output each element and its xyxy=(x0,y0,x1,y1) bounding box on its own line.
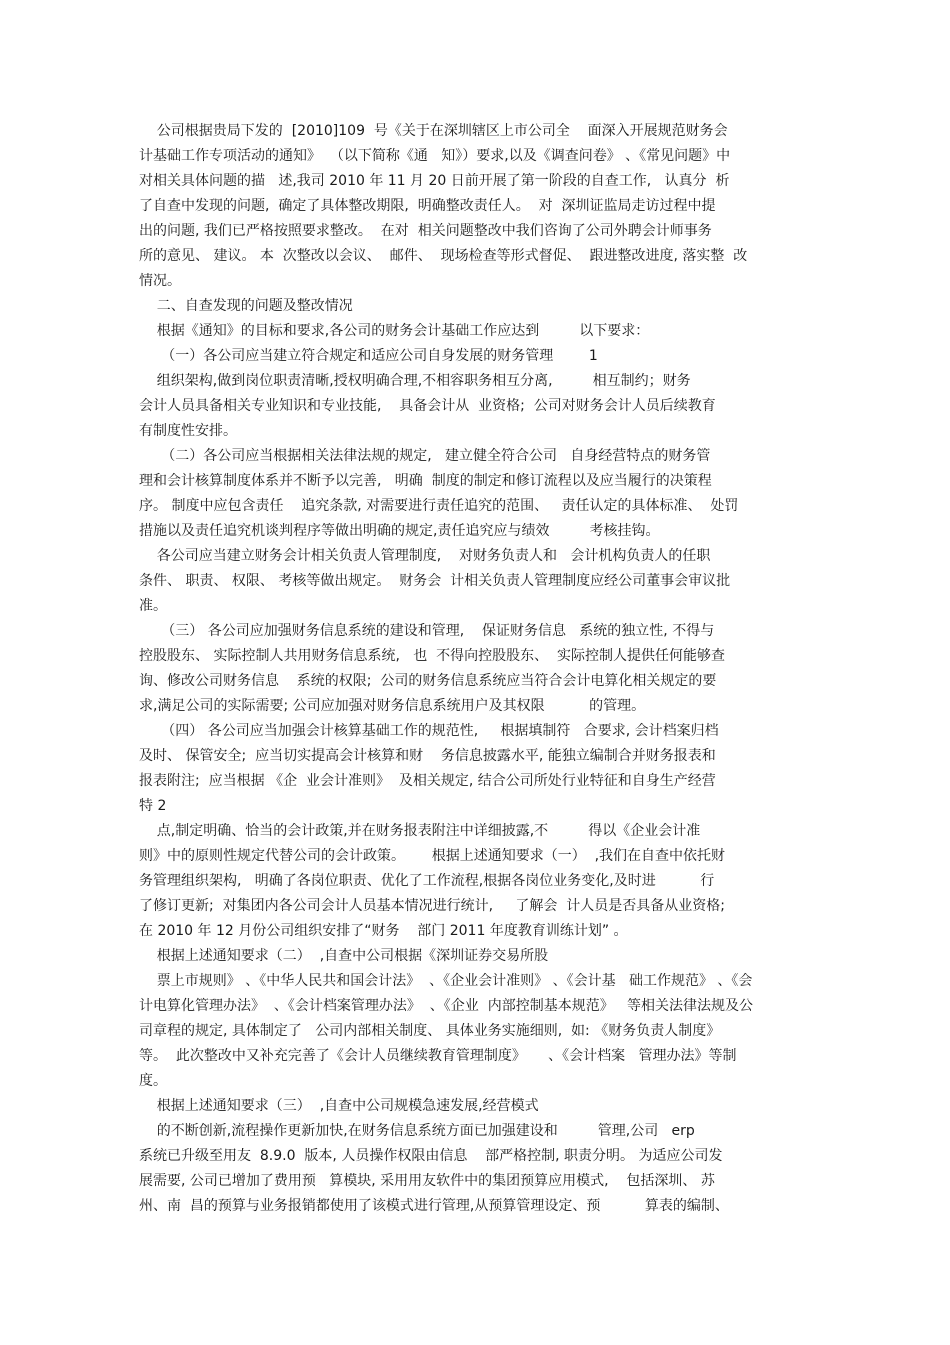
text-line: 措施以及责任追究机谈判程序等做出明确的规定,责任追究应与绩效 考核挂钩。 xyxy=(139,523,660,539)
text-line: 求,满足公司的实际需要; 公司应加强对财务信息系统用户及其权限 的管理。 xyxy=(139,698,646,714)
text-line: 了修订更新; 对集团内各公司会计人员基本情况进行统计, 了解会 计人员是否具备从业资格; xyxy=(139,898,725,914)
text-line: 根据上述通知要求（二） ,自查中公司根据《深圳证券交易所股 xyxy=(139,948,549,964)
text-line: 在 2010 年 12 月份公司组织安排了“财务 部门 2011 年度教育训练计划” 。 xyxy=(139,923,628,939)
text-line: 所的意见、 建议。 本 次整改以会议、 邮件、 现场检查等形式督促、 跟进整改进度, 落实整 改 xyxy=(139,248,748,264)
text-line: （三） 各公司应加强财务信息系统的建设和管理, 保证财务信息 系统的独立性, 不得与 xyxy=(139,623,715,639)
text-line: 务管理组织架构, 明确了各岗位职责、优化了工作流程,根据各岗位业务变化,及时进 行 xyxy=(139,873,715,889)
text-line: 理和会计核算制度体系并不断予以完善, 明确 制度的制定和修订流程以及应当履行的决策程 xyxy=(139,473,712,489)
text-line: 公司根据贵局下发的 [2010]109 号《关于在深圳辖区上市公司全 面深入开展规范财务会 xyxy=(139,123,728,139)
text-line: 根据《通知》的目标和要求,各公司的财务会计基础工作应达到 以下要求： xyxy=(139,323,650,339)
text-line: 的不断创新,流程操作更新加快,在财务信息系统方面已加强建设和 管理,公司 erp xyxy=(139,1123,695,1139)
text-line: 度。 xyxy=(139,1073,167,1089)
text-line: 根据上述通知要求（三） ,自查中公司规模急速发展,经营模式 xyxy=(139,1098,539,1114)
text-line: 司章程的规定, 具体制定了 公司内部相关制度、 具体业务实施细则, 如: 《财务负责人制度》 xyxy=(139,1023,721,1039)
section-heading: 二、自查发现的问题及整改情况 xyxy=(139,298,353,314)
text-line: （一）各公司应当建立符合规定和适应公司自身发展的财务管理 1 xyxy=(139,348,598,364)
text-line: 计基础工作专项活动的通知》 （以下简称《通 知》）要求,以及《调查问卷》 、《常见问题》中 xyxy=(139,148,731,164)
text-line: 及时、 保管安全; 应当切实提高会计核算和财 务信息披露水平, 能独立编制合并财务报表和 xyxy=(139,748,716,764)
text-line: 州、南 昌的预算与业务报销都使用了该模式进行管理,从预算管理设定、预 算表的编制、 xyxy=(139,1198,729,1214)
text-line: 会计人员具备相关专业知识和专业技能, 具备会计从 业资格; 公司对财务会计人员后续教育 xyxy=(139,398,716,414)
text-line: 展需要, 公司已增加了费用预 算模块, 采用用友软件中的集团预算应用模式, 包括深圳、 苏 xyxy=(139,1173,715,1189)
text-line: 了自查中发现的问题, 确定了具体整改期限, 明确整改责任人。 对 深圳证监局走访过程中提 xyxy=(139,198,716,214)
text-line: 控股股东、 实际控制人共用财务信息系统, 也 不得向控股股东、 实际控制人提供任何能够查 xyxy=(139,648,726,664)
text-line: 有制度性安排。 xyxy=(139,423,237,439)
text-line: 特 2 xyxy=(139,798,167,814)
text-line: 出的问题, 我们已严格按照要求整改。 在对 相关问题整改中我们咨询了公司外聘会计师事务 xyxy=(139,223,712,239)
text-line: （二）各公司应当根据相关法律法规的规定, 建立健全符合公司 自身经营特点的财务管 xyxy=(139,448,711,464)
text-line: 询、修改公司财务信息 系统的权限; 公司的财务信息系统应当符合会计电算化相关规定的要 xyxy=(139,673,717,689)
text-line: 情况。 xyxy=(139,273,181,289)
text-line: 票上市规则》 、《中华人民共和国会计法》 、《企业会计准则》 、《会计基 础工作规范》 、《会 xyxy=(139,973,753,989)
text-line: 对相关具体问题的描 述,我司 2010 年 11 月 20 日前开展了第一阶段的自查工作, 认真分 析 xyxy=(139,173,730,189)
text-line: 点,制定明确、恰当的会计政策,并在财务报表附注中详细披露,不 得以《企业会计准 xyxy=(139,823,701,839)
text-line: 则》中的原则性规定代替公司的会计政策。 根据上述通知要求（一） ,我们在自查中依托财 xyxy=(139,848,726,864)
text-line: 组织架构,做到岗位职责清晰,授权明确合理,不相容职务相互分离, 相互制约；财务 xyxy=(139,373,691,389)
text-line: 条件、 职责、 权限、 考核等做出规定。 财务会 计相关负责人管理制度应经公司董事会审议批 xyxy=(139,573,731,589)
text-line: 准。 xyxy=(139,598,167,614)
text-line: （四） 各公司应当加强会计核算基础工作的规范性, 根据填制符 合要求, 会计档案归档 xyxy=(139,723,719,739)
text-line: 计电算化管理办法》 、《会计档案管理办法》 、《企业 内部控制基本规范》 等相关法律法规及公 xyxy=(139,998,754,1014)
text-line: 报表附注; 应当根据 《企 业会计准则》 及相关规定, 结合公司所处行业特征和自身生产经营 xyxy=(139,773,716,789)
text-line: 系统已升级至用友 8.9.0 版本, 人员操作权限由信息 部严格控制, 职责分明。 为适应公司发 xyxy=(139,1148,723,1164)
text-line: 等。 此次整改中又补充完善了《会计人员继续教育管理制度》 、《会计档案 管理办法》等制 xyxy=(139,1048,737,1064)
text-line: 各公司应当建立财务会计相关负责人管理制度, 对财务负责人和 会计机构负责人的任职 xyxy=(139,548,711,564)
text-line: 序。 制度中应包含责任 追究条款, 对需要进行责任追究的范围、 责任认定的具体标准、 处罚 xyxy=(139,498,739,514)
